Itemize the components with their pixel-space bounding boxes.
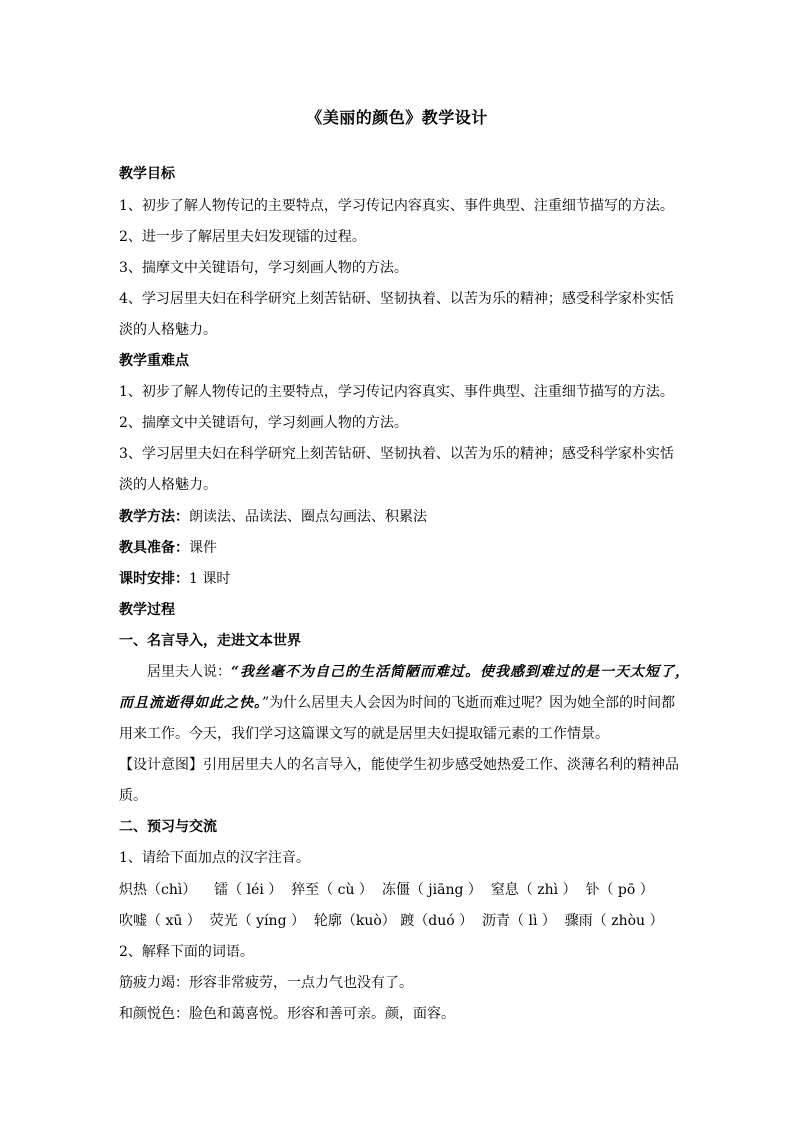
vocab-item: 筋疲力竭：形容非常疲劳，一点力气也没有了。 <box>119 975 413 991</box>
goal-item: 2、进一步了解居里夫妇发现镭的过程。 <box>119 229 366 245</box>
goal-item: 淡的人格魅力。 <box>119 322 217 338</box>
pinyin-row: 吹嘘（ xū ） 荧光（ yíng ） 轮廓（kuò） 踱（duó ） 沥青（ lì ） 骤雨（ zhòu ） <box>119 913 664 929</box>
quote-continuation <box>119 693 679 713</box>
key-point-item: 1、初步了解人物传记的主要特点，学习传记内容真实、事件典型、注重细节描写的方法。 <box>119 384 674 400</box>
design-intent: 质。 <box>119 788 147 804</box>
class-schedule: 课时安排：1 课时 <box>119 571 231 587</box>
key-point-item: 2、揣摩文中关键语句，学习刻画人物的方法。 <box>119 415 408 431</box>
process-heading: 教学过程 <box>119 602 175 618</box>
quote-commentary: ”为什么居里夫人会因为时间的飞逝而难过呢？因为她全部的时间都 <box>262 695 676 711</box>
teaching-method: 教学方法：朗读法、品读法、圈点勾画法、积累法 <box>119 509 427 525</box>
part1-heading: 一、名言导入，走进文本世界 <box>119 633 301 649</box>
teaching-tools-label: 教具准备 <box>119 540 175 556</box>
key-point-item: 3、学习居里夫妇在科学研究上刻苦钻研、坚韧执着、以苦为乐的精神；感受科学家朴实恬 <box>119 446 674 462</box>
class-schedule-value: 1 课时 <box>189 571 231 587</box>
design-intent: 【设计意图】引用居里夫人的名言导入，能使学生初步感受她热爱工作、淡薄名利的精神品 <box>119 757 679 773</box>
curie-quote: “我丝毫不为自己的生活简陋而难过。使我感到难过的是一天太短了， <box>231 664 691 680</box>
part2-heading: 二、预习与交流 <box>119 819 217 835</box>
teaching-method-label: 教学方法 <box>119 509 175 525</box>
question-1: 1、请给下面加点的汉字注音。 <box>119 850 310 866</box>
goal-item: 3、揣摩文中关键语句，学习刻画人物的方法。 <box>119 260 408 276</box>
goal-item: 1、初步了解人物传记的主要特点，学习传记内容真实、事件典型、注重细节描写的方法。 <box>119 198 674 214</box>
quote-prefix: 居里夫人说： <box>147 664 231 680</box>
teaching-tools: 教具准备：课件 <box>119 540 217 556</box>
class-schedule-label: 课时安排 <box>119 571 175 587</box>
goals-heading: 教学目标 <box>119 166 175 182</box>
paragraph-line: 用来工作。今天，我们学习这篇课文写的就是居里夫妇提取镭元素的工作情景。 <box>119 726 609 742</box>
goal-item: 4、学习居里夫妇在科学研究上刻苦钻研、坚韧执着、以苦为乐的精神；感受科学家朴实恬 <box>119 291 674 307</box>
quote-line <box>147 662 707 682</box>
question-2: 2、解释下面的词语。 <box>119 944 254 960</box>
pinyin-row: 炽热（chì） 镭（ léi ） 猝至（ cù ） 冻僵（ jiāng ） 窒息（ zhì ） 钋（ pō ） <box>119 882 654 898</box>
key-point-item: 淡的人格魅力。 <box>119 477 217 493</box>
teaching-method-value: 朗读法、品读法、圈点勾画法、积累法 <box>189 509 427 525</box>
document-title: 《美丽的颜色》教学设计 <box>306 108 488 127</box>
vocab-item: 和颜悦色：脸色和蔼喜悦。形容和善可亲。颜，面容。 <box>119 1006 455 1022</box>
curie-quote-end: 而且流逝得如此之快。 <box>119 695 262 711</box>
key-points-heading: 教学重难点 <box>119 353 189 369</box>
teaching-tools-value: 课件 <box>189 540 217 556</box>
